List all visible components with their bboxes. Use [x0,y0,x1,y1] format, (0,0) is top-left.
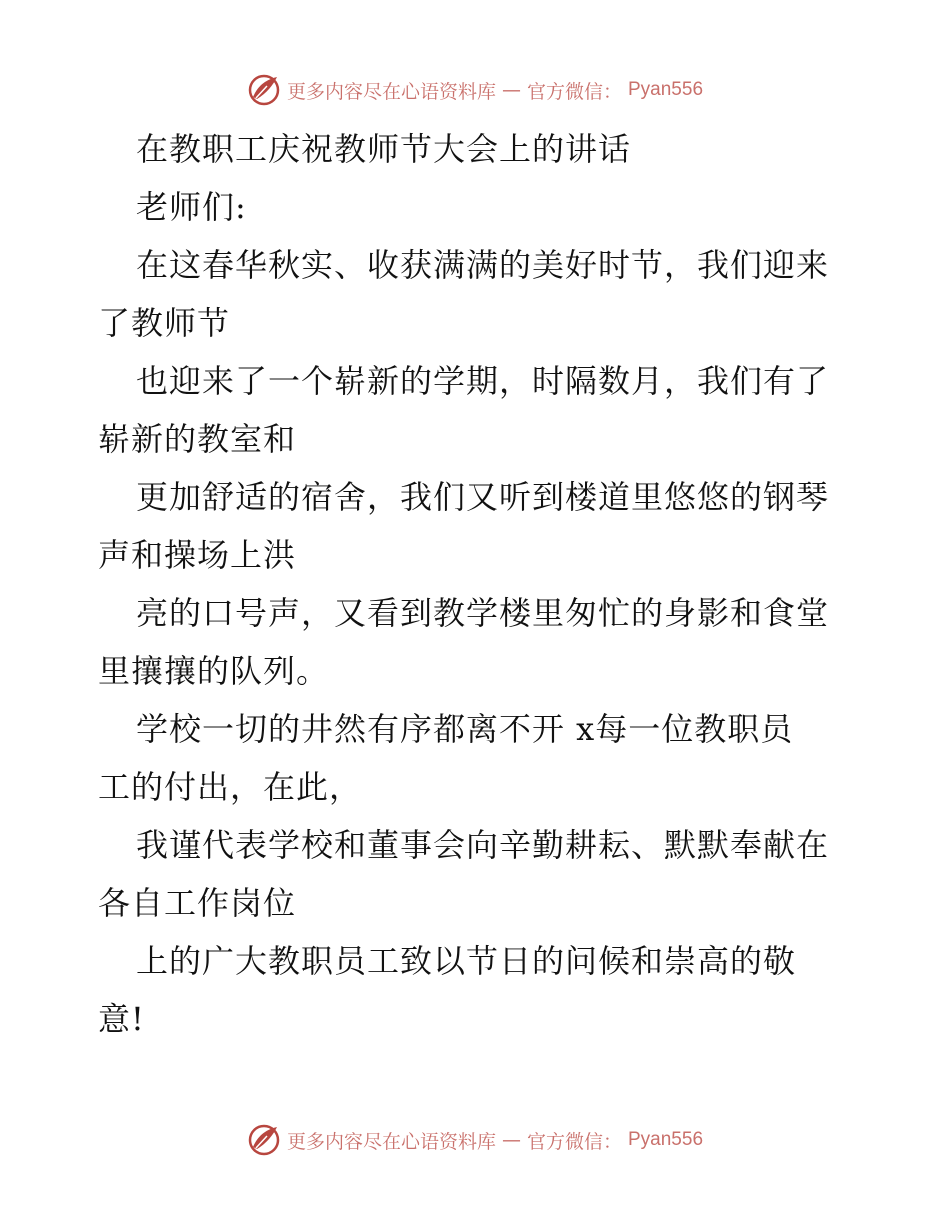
banner-text: 更多内容尽在心语资料库 [286,80,496,103]
paragraph-line: 崭新的教室和 [98,420,297,458]
salutation: 老师们: [136,188,247,226]
paragraph-line: 各自工作岗位 [98,884,297,922]
header-banner [0,70,950,110]
paragraph-line: 工的付出，在此， [98,768,363,806]
wechat-id: Pyan556 [628,79,704,100]
wechat-label: 官方微信： [526,80,622,103]
banner-text: 更多内容尽在心语资料库 [286,1130,496,1153]
paragraph-line: 更加舒适的宿舍，我们又听到楼道里悠悠的钢琴 [136,478,830,516]
paragraph-line: 亮的口号声，又看到教学楼里匆忙的身影和食堂 [136,594,830,632]
banner-separator: — [501,1129,521,1151]
footer-banner [0,1120,950,1160]
paragraph-line: 声和操场上洪 [98,536,297,574]
paragraph-line: 了教师节 [98,304,231,342]
paragraph-line: 里攘攘的队列。 [98,652,330,690]
paragraph-line: 在这春华秋实、收获满满的美好时节，我们迎来 [136,246,830,284]
paragraph-line: 也迎来了一个崭新的学期，时隔数月，我们有了 [136,362,830,400]
wechat-id: Pyan556 [628,1129,704,1150]
quill-pen-logo-icon [247,73,281,107]
wechat-label: 官方微信： [526,1130,622,1153]
banner-separator: — [501,79,521,101]
quill-pen-logo-icon [247,1123,281,1157]
paragraph-line: 我谨代表学校和董事会向辛勤耕耘、默默奉献在 [136,826,830,864]
paragraph-line: 学校一切的井然有序都离不开 x每一位教职员 [136,710,794,748]
document-body [98,120,858,1048]
paragraph-line: 意! [98,1000,145,1038]
document-title: 在教职工庆祝教师节大会上的讲话 [136,130,632,168]
paragraph-line: 上的广大教职员工致以节日的问候和崇高的敬 [136,942,797,980]
